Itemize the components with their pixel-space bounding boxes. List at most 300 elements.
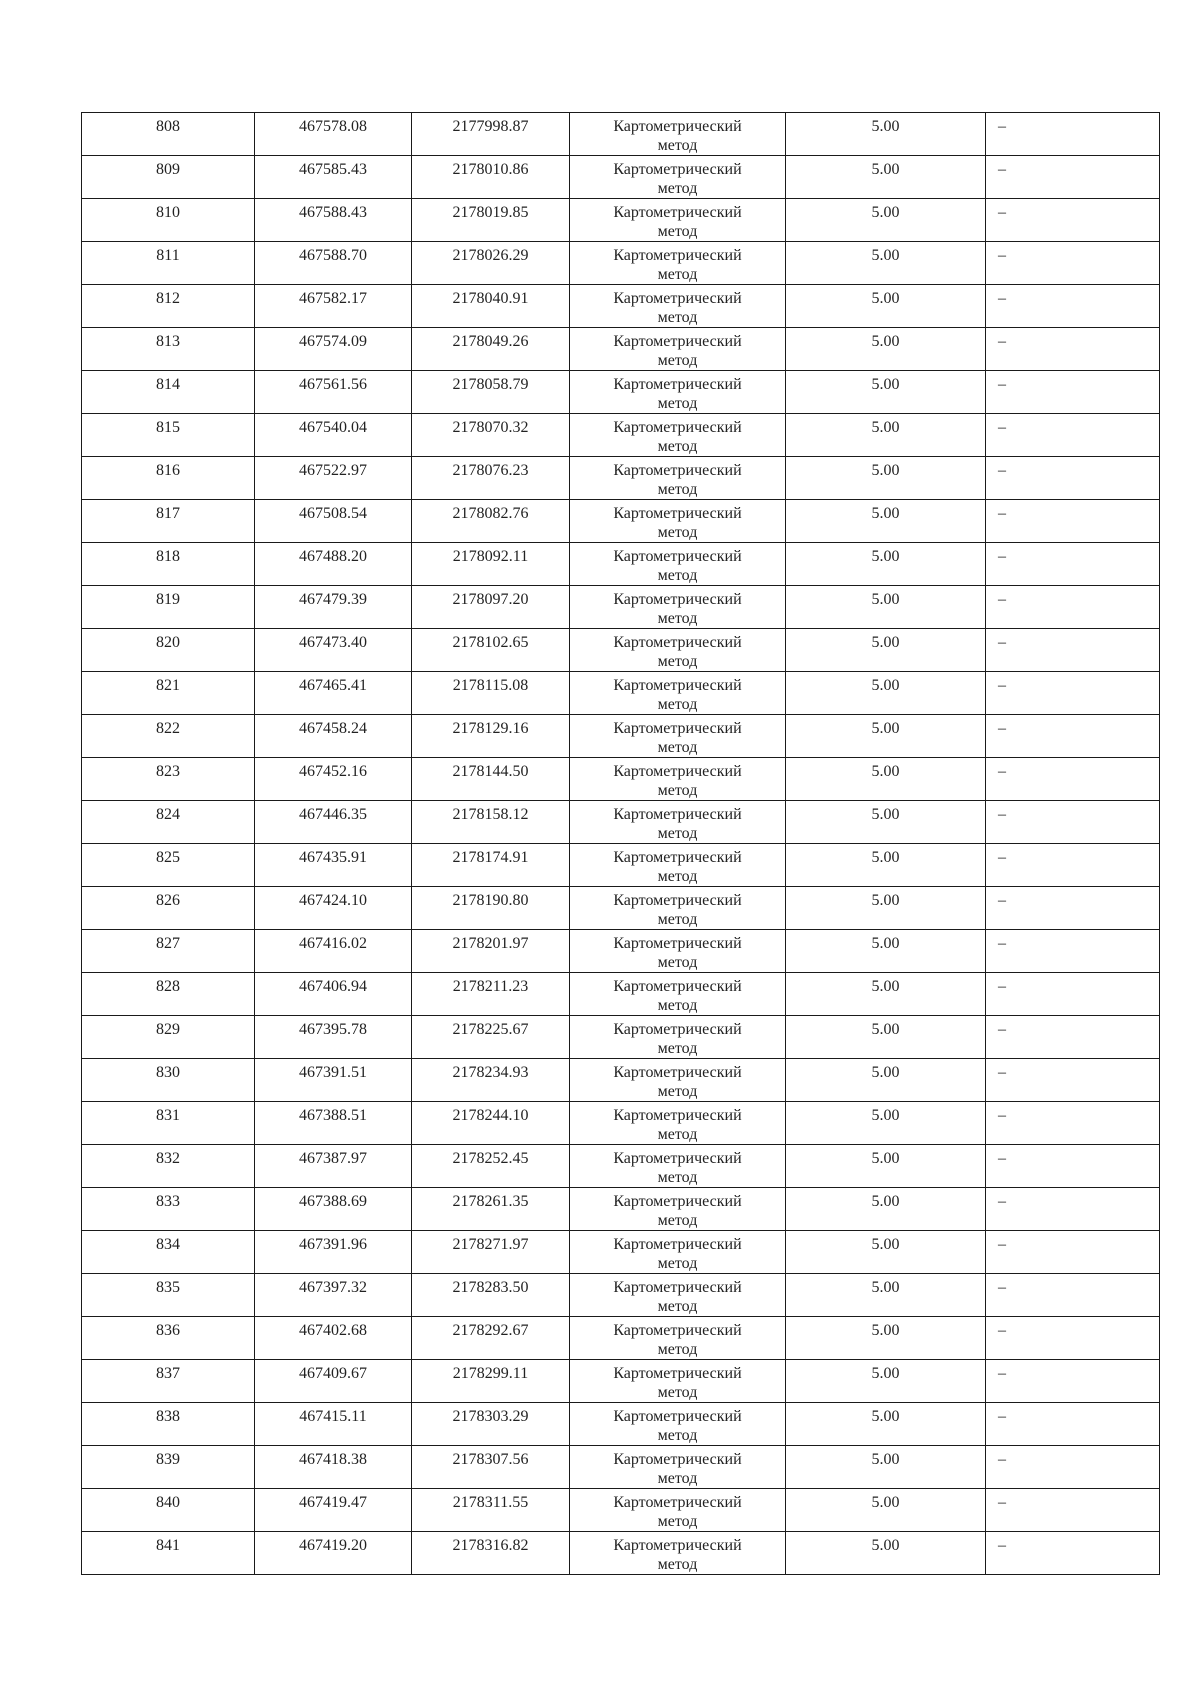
description-cell: – (986, 500, 1160, 543)
accuracy-cell: 5.00 (786, 586, 986, 629)
description-cell: – (986, 242, 1160, 285)
method-line-2: метод (657, 524, 698, 541)
y-coordinate-cell: 2178211.23 (412, 973, 570, 1016)
accuracy-cell: 5.00 (786, 543, 986, 586)
table-row (82, 1532, 1160, 1575)
point-number-cell: 808 (82, 113, 255, 156)
description-cell: – (986, 973, 1160, 1016)
description-cell: – (986, 758, 1160, 801)
accuracy-cell: 5.00 (786, 285, 986, 328)
method-line-2: метод (657, 1126, 698, 1143)
accuracy-cell: 5.00 (786, 371, 986, 414)
description-cell: – (986, 801, 1160, 844)
method-cell (570, 1016, 786, 1059)
point-number-cell: 821 (82, 672, 255, 715)
table-row (82, 156, 1160, 199)
coordinates-table-body (82, 113, 1160, 1575)
method-cell (570, 1102, 786, 1145)
accuracy-cell: 5.00 (786, 1360, 986, 1403)
accuracy-cell: 5.00 (786, 1145, 986, 1188)
x-coordinate-cell: 467561.56 (255, 371, 412, 414)
point-number-cell: 822 (82, 715, 255, 758)
point-number-cell: 809 (82, 156, 255, 199)
accuracy-cell: 5.00 (786, 1489, 986, 1532)
description-cell: – (986, 1403, 1160, 1446)
method-line-1: Картометрический (613, 1279, 742, 1296)
accuracy-cell: 5.00 (786, 500, 986, 543)
description-cell: – (986, 156, 1160, 199)
method-line-2: метод (657, 395, 698, 412)
method-line-1: Картометрический (613, 849, 742, 866)
table-row (82, 371, 1160, 414)
y-coordinate-cell: 2178271.97 (412, 1231, 570, 1274)
method-cell (570, 328, 786, 371)
table-row (82, 285, 1160, 328)
method-line-2: метод (657, 696, 698, 713)
description-cell: – (986, 1489, 1160, 1532)
y-coordinate-cell: 2178311.55 (412, 1489, 570, 1532)
method-line-2: метод (657, 782, 698, 799)
table-row (82, 629, 1160, 672)
method-line-1: Картометрический (613, 720, 742, 737)
x-coordinate-cell: 467522.97 (255, 457, 412, 500)
y-coordinate-cell: 2178102.65 (412, 629, 570, 672)
accuracy-cell: 5.00 (786, 1102, 986, 1145)
method-line-1: Картометрический (613, 1408, 742, 1425)
method-line-1: Картометрический (613, 806, 742, 823)
method-line-2: метод (657, 1040, 698, 1057)
point-number-cell: 824 (82, 801, 255, 844)
x-coordinate-cell: 467419.20 (255, 1532, 412, 1575)
description-cell: – (986, 586, 1160, 629)
table-row (82, 457, 1160, 500)
accuracy-cell: 5.00 (786, 887, 986, 930)
y-coordinate-cell: 2178097.20 (412, 586, 570, 629)
accuracy-cell: 5.00 (786, 199, 986, 242)
method-line-1: Картометрический (613, 1322, 742, 1339)
method-cell (570, 1188, 786, 1231)
point-number-cell: 840 (82, 1489, 255, 1532)
description-cell: – (986, 1360, 1160, 1403)
point-number-cell: 820 (82, 629, 255, 672)
table-row (82, 1274, 1160, 1317)
point-number-cell: 838 (82, 1403, 255, 1446)
method-line-2: метод (657, 653, 698, 670)
accuracy-cell: 5.00 (786, 1403, 986, 1446)
method-line-2: метод (657, 1169, 698, 1186)
method-line-1: Картометрический (613, 763, 742, 780)
accuracy-cell: 5.00 (786, 156, 986, 199)
point-number-cell: 829 (82, 1016, 255, 1059)
accuracy-cell: 5.00 (786, 1532, 986, 1575)
method-line-1: Картометрический (613, 892, 742, 909)
accuracy-cell: 5.00 (786, 113, 986, 156)
table-row (82, 1059, 1160, 1102)
method-cell (570, 758, 786, 801)
x-coordinate-cell: 467582.17 (255, 285, 412, 328)
table-row (82, 500, 1160, 543)
method-line-2: метод (657, 1298, 698, 1315)
x-coordinate-cell: 467465.41 (255, 672, 412, 715)
method-line-1: Картометрический (613, 1150, 742, 1167)
point-number-cell: 828 (82, 973, 255, 1016)
description-cell: – (986, 1016, 1160, 1059)
table-row (82, 973, 1160, 1016)
x-coordinate-cell: 467397.32 (255, 1274, 412, 1317)
description-cell: – (986, 1059, 1160, 1102)
y-coordinate-cell: 2178049.26 (412, 328, 570, 371)
method-cell (570, 887, 786, 930)
table-row (82, 844, 1160, 887)
description-cell: – (986, 199, 1160, 242)
method-line-1: Картометрический (613, 204, 742, 221)
table-row (82, 801, 1160, 844)
y-coordinate-cell: 2178261.35 (412, 1188, 570, 1231)
point-number-cell: 837 (82, 1360, 255, 1403)
y-coordinate-cell: 2178144.50 (412, 758, 570, 801)
method-line-1: Картометрический (613, 1537, 742, 1554)
method-line-1: Картометрический (613, 1236, 742, 1253)
method-line-2: метод (657, 481, 698, 498)
method-line-2: метод (657, 1384, 698, 1401)
y-coordinate-cell: 2178058.79 (412, 371, 570, 414)
x-coordinate-cell: 467488.20 (255, 543, 412, 586)
method-line-1: Картометрический (613, 505, 742, 522)
point-number-cell: 834 (82, 1231, 255, 1274)
point-number-cell: 832 (82, 1145, 255, 1188)
y-coordinate-cell: 2178129.16 (412, 715, 570, 758)
method-line-2: метод (657, 1083, 698, 1100)
point-number-cell: 825 (82, 844, 255, 887)
table-row (82, 1446, 1160, 1489)
table-row (82, 328, 1160, 371)
table-row (82, 1145, 1160, 1188)
accuracy-cell: 5.00 (786, 973, 986, 1016)
description-cell: – (986, 629, 1160, 672)
method-line-1: Картометрический (613, 1193, 742, 1210)
table-row (82, 887, 1160, 930)
method-cell (570, 973, 786, 1016)
method-cell (570, 586, 786, 629)
method-line-2: метод (657, 825, 698, 842)
method-line-2: метод (657, 223, 698, 240)
y-coordinate-cell: 2178158.12 (412, 801, 570, 844)
description-cell: – (986, 715, 1160, 758)
y-coordinate-cell: 2178174.91 (412, 844, 570, 887)
method-cell (570, 1274, 786, 1317)
y-coordinate-cell: 2178234.93 (412, 1059, 570, 1102)
method-cell (570, 672, 786, 715)
method-line-1: Картометрический (613, 1107, 742, 1124)
description-cell: – (986, 1231, 1160, 1274)
description-cell: – (986, 328, 1160, 371)
table-row (82, 1317, 1160, 1360)
accuracy-cell: 5.00 (786, 242, 986, 285)
accuracy-cell: 5.00 (786, 457, 986, 500)
x-coordinate-cell: 467446.35 (255, 801, 412, 844)
accuracy-cell: 5.00 (786, 1231, 986, 1274)
x-coordinate-cell: 467588.70 (255, 242, 412, 285)
accuracy-cell: 5.00 (786, 758, 986, 801)
accuracy-cell: 5.00 (786, 1188, 986, 1231)
description-cell: – (986, 844, 1160, 887)
method-line-1: Картометрический (613, 161, 742, 178)
y-coordinate-cell: 2178244.10 (412, 1102, 570, 1145)
method-cell (570, 1403, 786, 1446)
point-number-cell: 814 (82, 371, 255, 414)
method-line-2: метод (657, 438, 698, 455)
accuracy-cell: 5.00 (786, 1274, 986, 1317)
method-line-1: Картометрический (613, 1451, 742, 1468)
y-coordinate-cell: 2178225.67 (412, 1016, 570, 1059)
method-cell (570, 715, 786, 758)
point-number-cell: 841 (82, 1532, 255, 1575)
x-coordinate-cell: 467415.11 (255, 1403, 412, 1446)
method-line-2: метод (657, 997, 698, 1014)
x-coordinate-cell: 467409.67 (255, 1360, 412, 1403)
method-cell (570, 156, 786, 199)
x-coordinate-cell: 467452.16 (255, 758, 412, 801)
method-cell (570, 414, 786, 457)
y-coordinate-cell: 2178190.80 (412, 887, 570, 930)
method-cell (570, 543, 786, 586)
accuracy-cell: 5.00 (786, 1317, 986, 1360)
method-line-1: Картометрический (613, 548, 742, 565)
accuracy-cell: 5.00 (786, 672, 986, 715)
x-coordinate-cell: 467473.40 (255, 629, 412, 672)
method-line-2: метод (657, 1470, 698, 1487)
x-coordinate-cell: 467458.24 (255, 715, 412, 758)
accuracy-cell: 5.00 (786, 844, 986, 887)
method-line-2: метод (657, 1556, 698, 1573)
y-coordinate-cell: 2178299.11 (412, 1360, 570, 1403)
y-coordinate-cell: 2178292.67 (412, 1317, 570, 1360)
point-number-cell: 812 (82, 285, 255, 328)
coordinates-table (81, 112, 1160, 1575)
table-row (82, 1231, 1160, 1274)
method-line-2: метод (657, 352, 698, 369)
x-coordinate-cell: 467508.54 (255, 500, 412, 543)
table-row (82, 543, 1160, 586)
table-row (82, 586, 1160, 629)
y-coordinate-cell: 2178115.08 (412, 672, 570, 715)
accuracy-cell: 5.00 (786, 715, 986, 758)
point-number-cell: 813 (82, 328, 255, 371)
x-coordinate-cell: 467402.68 (255, 1317, 412, 1360)
method-line-2: метод (657, 868, 698, 885)
method-line-2: метод (657, 1212, 698, 1229)
method-line-1: Картометрический (613, 677, 742, 694)
table-row (82, 113, 1160, 156)
table-row (82, 672, 1160, 715)
y-coordinate-cell: 2178019.85 (412, 199, 570, 242)
method-line-1: Картометрический (613, 634, 742, 651)
method-line-1: Картометрический (613, 247, 742, 264)
method-line-1: Картометрический (613, 1365, 742, 1382)
method-line-2: метод (657, 1513, 698, 1530)
x-coordinate-cell: 467416.02 (255, 930, 412, 973)
method-line-1: Картометрический (613, 1021, 742, 1038)
accuracy-cell: 5.00 (786, 1446, 986, 1489)
method-line-2: метод (657, 954, 698, 971)
point-number-cell: 817 (82, 500, 255, 543)
point-number-cell: 833 (82, 1188, 255, 1231)
method-line-2: метод (657, 137, 698, 154)
x-coordinate-cell: 467388.69 (255, 1188, 412, 1231)
method-cell (570, 1489, 786, 1532)
method-cell (570, 1446, 786, 1489)
method-line-2: метод (657, 180, 698, 197)
x-coordinate-cell: 467388.51 (255, 1102, 412, 1145)
point-number-cell: 810 (82, 199, 255, 242)
y-coordinate-cell: 2178316.82 (412, 1532, 570, 1575)
table-row (82, 1102, 1160, 1145)
y-coordinate-cell: 2178076.23 (412, 457, 570, 500)
y-coordinate-cell: 2178082.76 (412, 500, 570, 543)
x-coordinate-cell: 467479.39 (255, 586, 412, 629)
table-row (82, 1403, 1160, 1446)
description-cell: – (986, 1188, 1160, 1231)
method-cell (570, 285, 786, 328)
point-number-cell: 816 (82, 457, 255, 500)
method-line-1: Картометрический (613, 978, 742, 995)
y-coordinate-cell: 2177998.87 (412, 113, 570, 156)
method-line-2: метод (657, 567, 698, 584)
y-coordinate-cell: 2178252.45 (412, 1145, 570, 1188)
method-cell (570, 113, 786, 156)
table-row (82, 414, 1160, 457)
method-line-2: метод (657, 610, 698, 627)
x-coordinate-cell: 467419.47 (255, 1489, 412, 1532)
x-coordinate-cell: 467588.43 (255, 199, 412, 242)
method-cell (570, 629, 786, 672)
method-line-2: метод (657, 1255, 698, 1272)
point-number-cell: 831 (82, 1102, 255, 1145)
accuracy-cell: 5.00 (786, 629, 986, 672)
method-line-2: метод (657, 911, 698, 928)
x-coordinate-cell: 467424.10 (255, 887, 412, 930)
method-cell (570, 457, 786, 500)
method-cell (570, 1317, 786, 1360)
description-cell: – (986, 457, 1160, 500)
x-coordinate-cell: 467387.97 (255, 1145, 412, 1188)
y-coordinate-cell: 2178026.29 (412, 242, 570, 285)
description-cell: – (986, 414, 1160, 457)
point-number-cell: 818 (82, 543, 255, 586)
point-number-cell: 815 (82, 414, 255, 457)
method-line-1: Картометрический (613, 290, 742, 307)
method-cell (570, 242, 786, 285)
x-coordinate-cell: 467391.51 (255, 1059, 412, 1102)
accuracy-cell: 5.00 (786, 930, 986, 973)
y-coordinate-cell: 2178092.11 (412, 543, 570, 586)
description-cell: – (986, 1317, 1160, 1360)
description-cell: – (986, 1532, 1160, 1575)
method-line-2: метод (657, 309, 698, 326)
y-coordinate-cell: 2178010.86 (412, 156, 570, 199)
accuracy-cell: 5.00 (786, 414, 986, 457)
description-cell: – (986, 1145, 1160, 1188)
point-number-cell: 839 (82, 1446, 255, 1489)
method-cell (570, 371, 786, 414)
method-cell (570, 1360, 786, 1403)
description-cell: – (986, 285, 1160, 328)
description-cell: – (986, 543, 1160, 586)
method-line-1: Картометрический (613, 935, 742, 952)
method-line-1: Картометрический (613, 419, 742, 436)
table-row (82, 1360, 1160, 1403)
description-cell: – (986, 371, 1160, 414)
accuracy-cell: 5.00 (786, 1059, 986, 1102)
table-row (82, 1188, 1160, 1231)
method-cell (570, 1231, 786, 1274)
accuracy-cell: 5.00 (786, 1016, 986, 1059)
description-cell: – (986, 1274, 1160, 1317)
method-line-1: Картометрический (613, 591, 742, 608)
method-line-1: Картометрический (613, 462, 742, 479)
point-number-cell: 830 (82, 1059, 255, 1102)
x-coordinate-cell: 467540.04 (255, 414, 412, 457)
method-line-2: метод (657, 266, 698, 283)
method-line-1: Картометрический (613, 1064, 742, 1081)
table-row (82, 758, 1160, 801)
point-number-cell: 836 (82, 1317, 255, 1360)
accuracy-cell: 5.00 (786, 328, 986, 371)
method-cell (570, 801, 786, 844)
y-coordinate-cell: 2178070.32 (412, 414, 570, 457)
method-line-2: метод (657, 1427, 698, 1444)
x-coordinate-cell: 467578.08 (255, 113, 412, 156)
y-coordinate-cell: 2178040.91 (412, 285, 570, 328)
point-number-cell: 811 (82, 242, 255, 285)
x-coordinate-cell: 467585.43 (255, 156, 412, 199)
table-row (82, 715, 1160, 758)
point-number-cell: 819 (82, 586, 255, 629)
description-cell: – (986, 113, 1160, 156)
method-cell (570, 500, 786, 543)
y-coordinate-cell: 2178307.56 (412, 1446, 570, 1489)
y-coordinate-cell: 2178303.29 (412, 1403, 570, 1446)
method-cell (570, 1145, 786, 1188)
x-coordinate-cell: 467418.38 (255, 1446, 412, 1489)
table-row (82, 1489, 1160, 1532)
method-cell (570, 930, 786, 973)
method-line-2: метод (657, 1341, 698, 1358)
method-cell (570, 1532, 786, 1575)
method-line-1: Картометрический (613, 1494, 742, 1511)
description-cell: – (986, 887, 1160, 930)
method-cell (570, 199, 786, 242)
x-coordinate-cell: 467406.94 (255, 973, 412, 1016)
point-number-cell: 823 (82, 758, 255, 801)
method-line-2: метод (657, 739, 698, 756)
x-coordinate-cell: 467574.09 (255, 328, 412, 371)
method-cell (570, 1059, 786, 1102)
y-coordinate-cell: 2178283.50 (412, 1274, 570, 1317)
x-coordinate-cell: 467435.91 (255, 844, 412, 887)
y-coordinate-cell: 2178201.97 (412, 930, 570, 973)
point-number-cell: 826 (82, 887, 255, 930)
accuracy-cell: 5.00 (786, 801, 986, 844)
description-cell: – (986, 1102, 1160, 1145)
table-row (82, 242, 1160, 285)
method-line-1: Картометрический (613, 118, 742, 135)
point-number-cell: 835 (82, 1274, 255, 1317)
description-cell: – (986, 672, 1160, 715)
description-cell: – (986, 1446, 1160, 1489)
table-row (82, 930, 1160, 973)
x-coordinate-cell: 467395.78 (255, 1016, 412, 1059)
